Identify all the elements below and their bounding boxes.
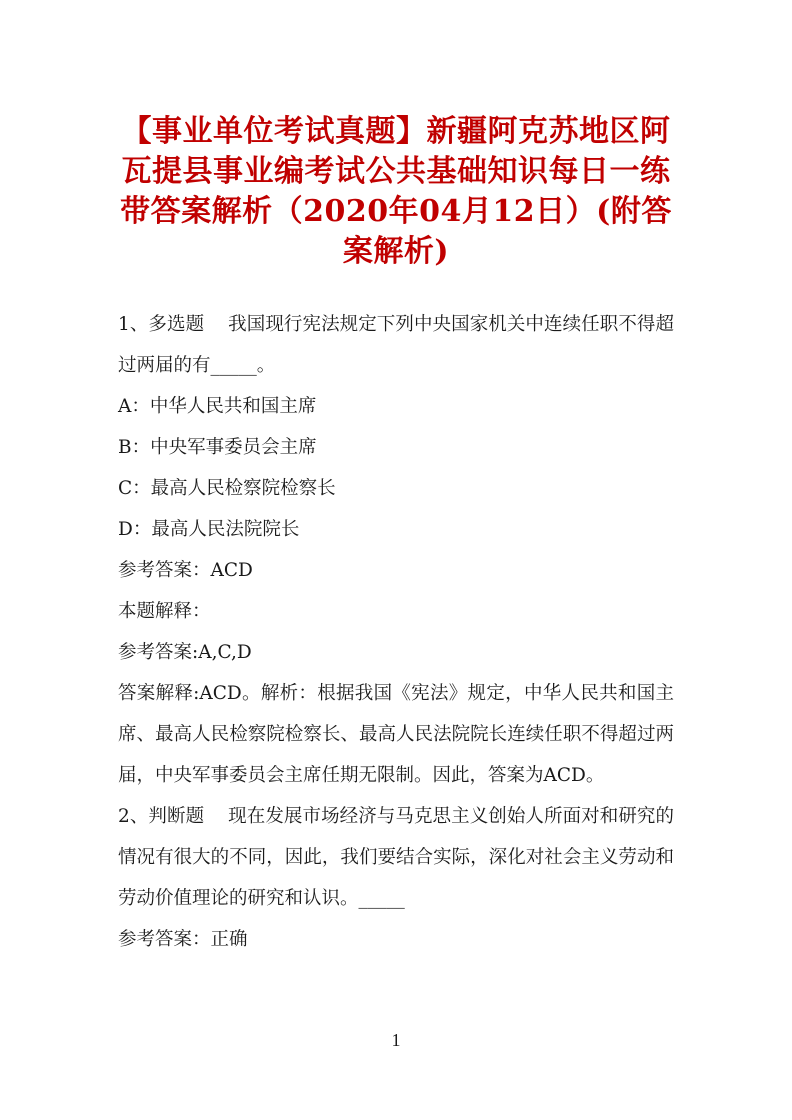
question-2-answer: 参考答案：正确 — [118, 929, 248, 950]
question-1-answer: 参考答案：ACD — [118, 560, 253, 581]
question-2-stem: 现在发展市场经济与马克思主义创始人所面对和研究的情况有很大的不同，因此，我们要结合实际，深化对社会主义劳动和劳动价值理论的研究和认识。_____ — [118, 806, 674, 909]
question-2-label: 2、判断题 — [118, 806, 205, 827]
question-1-option-b: B：中央军事委员会主席 — [118, 437, 317, 458]
question-1-stem-paragraph — [118, 304, 674, 386]
question-1-answer-2: 参考答案:A,C,D — [118, 642, 252, 663]
question-1-explanation: 答案解释:ACD。解析：根据我国《宪法》规定，中华人民共和国主席、最高人民检察院检察长、最高人民法院院长连续任职不得超过两届，中央军事委员会主席任期无限制。因此，答案为ACD。 — [118, 683, 674, 786]
question-2-stem-paragraph — [118, 796, 674, 919]
document-title: 【事业单位考试真题】新疆阿克苏地区阿瓦提县事业编考试公共基础知识每日一练带答案解析（2020年04月12日）(附答案解析) — [120, 114, 672, 269]
document-body — [118, 304, 674, 960]
question-1-explain-heading: 本题解释： — [118, 601, 211, 622]
page-number: 1 — [391, 1030, 401, 1050]
question-1-label: 1、多选题 — [118, 314, 205, 335]
question-1-option-c: C：最高人民检察院检察长 — [118, 478, 336, 499]
question-1-option-a: A：中华人民共和国主席 — [118, 396, 317, 417]
question-1-stem: 我国现行宪法规定下列中央国家机关中连续任职不得超过两届的有_____。 — [118, 314, 674, 376]
question-1-option-d: D：最高人民法院院长 — [118, 519, 300, 540]
